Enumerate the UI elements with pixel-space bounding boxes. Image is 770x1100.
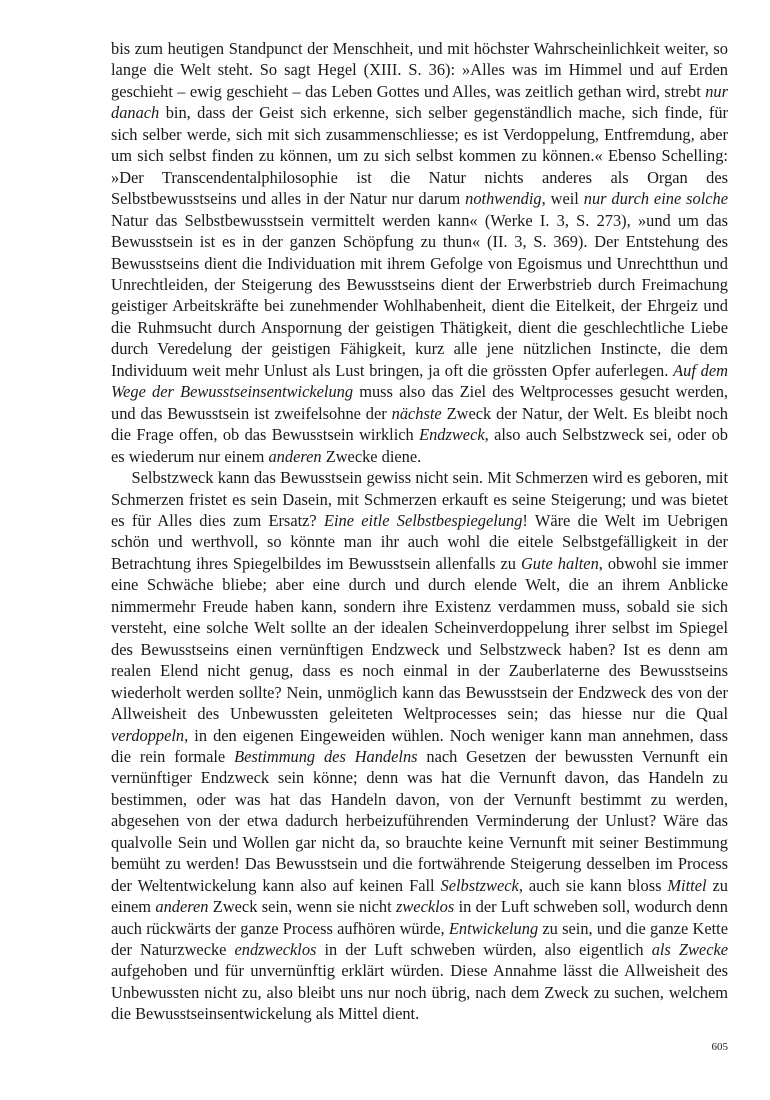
emphasized-text: Bestimmung des Handelns bbox=[234, 746, 418, 766]
emphasized-text: Endzweck bbox=[419, 425, 485, 445]
text-segment: bin, dass der Geist sich erkenne, sich selber gegenständlich mache, sich finde, für sich selber werde, sich mit sich zusammenschliesse; es ist Verdoppelung, Entfremdung, aber um sich selbst finden zu können, um zu sich selbst kommen zu können.« Ebenso Schelling: »Der Transcendentalphilosophie ist die Natur nichts anderes als Organ des Selbstbewusstseins und alles in der Natur nur darum bbox=[111, 103, 728, 209]
text-segment: aufgehoben und für unvernünftig erklärt würden. Diese Annahme lässt die Allweisheit des Unbewussten nicht zu, also bleibt uns nur noch übrig, nach dem Zweck zu suchen, welchem die Bewusstseinsentwickelung als Mittel dient. bbox=[111, 961, 728, 1024]
emphasized-text: nächste bbox=[391, 403, 442, 423]
emphasized-text: anderen bbox=[155, 897, 209, 917]
emphasized-text: verdoppeln bbox=[111, 725, 185, 745]
text-segment: , also auch Selbstzweck sei, oder ob es wiederum nur einem bbox=[111, 425, 728, 466]
emphasized-text: als Zwecke bbox=[651, 940, 729, 960]
page-number: 605 bbox=[711, 1041, 728, 1053]
text-segment: Zwecke diene. bbox=[321, 446, 422, 466]
emphasized-text: anderen bbox=[268, 446, 322, 466]
text-segment: in der Luft schweben soll, wodurch denn auch rückwärts der ganze Process aufhören würde, bbox=[111, 897, 728, 938]
emphasized-text: nur durch eine solche bbox=[583, 189, 728, 209]
emphasized-text: Auf dem Wege der Bewusstseinsentwickelung bbox=[111, 360, 728, 402]
emphasized-text: Eine eitle Selbstbespiegelung bbox=[323, 510, 523, 530]
text-segment: Zweck der Natur, der Welt. Es bleibt noch die Frage offen, ob das Bewusstsein wirklich bbox=[111, 403, 728, 445]
emphasized-text: endzwecklos bbox=[234, 940, 317, 960]
text-segment: Selbstzweck kann das Bewusstsein gewiss nicht sein. Mit Schmerzen wird es geboren, mit Schmerzen fristet es sein Dasein, mit Schmerzen erkauft es seine Steigerung; und was bietet es für Alles dies zum Ersatz? bbox=[111, 468, 728, 530]
emphasized-text: Entwickelung bbox=[448, 918, 539, 938]
text-segment: zu einem bbox=[111, 875, 728, 917]
emphasized-text: nur danach bbox=[111, 81, 728, 123]
text-segment: ! Wäre die Welt im Uebrigen schön und werthvoll, so könnte man ihr auch wohl die eitele Selbstgefälligkeit in der Betrachtung ihres Spiegelbildes im Bewusstsein allenfalls zu bbox=[111, 510, 728, 573]
body-text bbox=[111, 38, 728, 1025]
text-segment: zu sein, und die ganze Kette der Naturzwecke bbox=[111, 918, 728, 960]
emphasized-text: Gute halten bbox=[520, 553, 599, 573]
text-segment: in der Luft schweben würden, also eigentlich bbox=[316, 940, 652, 960]
paragraph bbox=[111, 38, 728, 467]
text-segment: , in den eigenen Eingeweiden wühlen. Noch weniger kann man annehmen, dass die rein formale bbox=[111, 725, 728, 766]
text-segment: Natur das Selbstbewusstsein vermittelt werden kann« (Werke I. 3, S. 273), »und um das Bewusstsein ist es in der ganzen Schöpfung zu thun« (II. 3, S. 369). Der Entstehung des Bewusstseins dient die Individuation mit ihrem Gefolge von Egoismus und Unrechtthun und Unrechtleiden, der Steigerung des Bewusstseins dient der Erwerbstrieb durch Freimachung geistiger Arbeitskräfte bei zunehmender Wohlhabenheit, dient die Eitelkeit, der Ehrgeiz und die Ruhmsucht durch Anspornung der geistigen Thätigkeit, dient die geschlechtliche Liebe durch Veredelung der geistigen Fähigkeit, kurz alle jene nützlichen Instincte, die dem Individuum weit mehr Unlust als Lust bringen, ja oft die grössten Opfer auferlegen. bbox=[111, 210, 728, 380]
emphasized-text: zwecklos bbox=[395, 897, 455, 917]
text-segment: , weil bbox=[541, 189, 584, 209]
text-segment: , auch sie kann bloss bbox=[518, 875, 668, 895]
text-segment: Zweck sein, wenn sie nicht bbox=[208, 897, 396, 917]
emphasized-text: nothwendig bbox=[465, 189, 542, 209]
text-segment: muss also das Ziel des Weltprocesses gesucht werden, und das Bewusstsein ist zweifelsohne der bbox=[111, 382, 729, 423]
text-segment: , obwohl sie immer eine Schwäche bliebe; aber eine durch und durch elende Welt, die an ihrem Anblicke nimmermehr Freude haben kann, sondern ihre Existenz verdammen muss, sobald sie sich versteht, eine solche Welt sollte an der idealen Scheinverdoppelung ihrer selbst im Spiegel des Bewusstseins einen vernünftigen Endzweck und Selbstzweck haben? Ist es denn am realen Elend nicht genug, dass es noch einmal in der Zauberlaterne des Bewusstseins wiederholt werden sollte? Nein, unmöglich kann das Bewusstsein der Endzweck des von der Allweisheit des Unbewussten geleiteten Weltprocesses sein; das hiesse nur die Qual bbox=[111, 553, 728, 724]
paragraph bbox=[111, 467, 728, 1025]
emphasized-text: Selbstzweck bbox=[440, 875, 519, 895]
emphasized-text: Mittel bbox=[667, 875, 707, 895]
text-segment: bis zum heutigen Standpunct der Menschheit, und mit höchster Wahrscheinlichkeit weiter, so lange die Welt steht. So sagt Hegel (XIII. S. 36): »Alles was im Himmel und auf Erden geschieht – ewig geschieht – das Leben Gottes und Alles, was zeitlich gethan wird, strebt bbox=[111, 39, 728, 101]
text-segment: nach Gesetzen der bewussten Vernunft ein vernünftiger Endzweck sein könne; denn was hat die Vernunft davon, das Handeln zu bestimmen, oder was hat das Handeln davon, von der Vernunft bestimmt zu werden, abgesehen von der etwa dadurch herbeizuführenden Verminderung der Unlust? Wäre das qualvolle Sein und Wollen gar nicht da, so brauchte keine Vernunft mit seiner Bestimmung bemüht zu werden! Das Bewusstsein und die fortwährende Steigerung desselben im Process der Weltentwickelung kann also auf keinen Fall bbox=[111, 746, 728, 895]
document-page bbox=[111, 38, 728, 1025]
